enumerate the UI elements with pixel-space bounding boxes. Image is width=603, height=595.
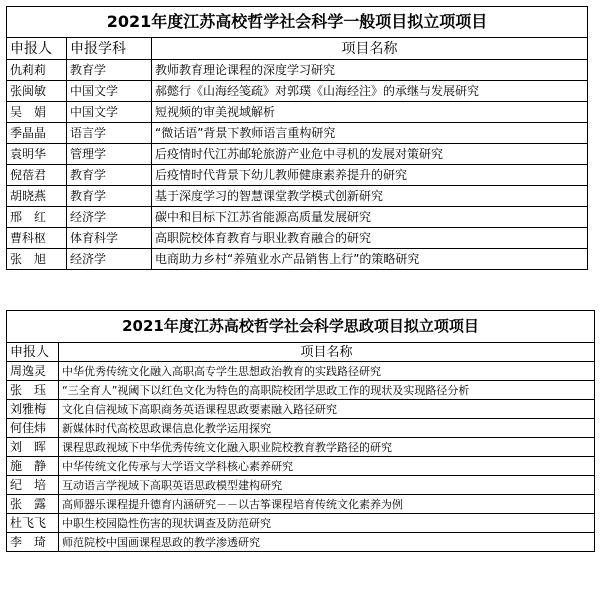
general-projects-table [6, 6, 588, 270]
table-row [7, 207, 588, 228]
discipline-cell: 经济学 [67, 207, 152, 228]
table-row [7, 123, 588, 144]
applicant-cell: 李 琦 [7, 533, 59, 552]
discipline-cell: 管理学 [67, 144, 152, 165]
applicant-cell: 仇莉莉 [7, 60, 67, 81]
table-row [7, 144, 588, 165]
table-row [7, 60, 588, 81]
applicant-cell: 邢 红 [7, 207, 67, 228]
applicant-cell: 何佳炜 [7, 419, 59, 438]
applicant-cell: 纪 培 [7, 476, 59, 495]
table-row [7, 165, 588, 186]
applicant-cell: 张 旭 [7, 249, 67, 270]
table-row [7, 419, 595, 438]
table-row [7, 533, 595, 552]
column-header-applicant: 申报人 [7, 38, 67, 60]
column-header-project-name: 项目名称 [59, 343, 595, 362]
table-row [7, 102, 588, 123]
applicant-cell: 张闽敏 [7, 81, 67, 102]
discipline-cell: 中国文学 [67, 81, 152, 102]
table-title: 2021年度江苏高校哲学社会科学一般项目拟立项项目 [7, 7, 588, 38]
project-name-cell: “微话语”背景下教师语言重构研究 [152, 123, 588, 144]
table-row [7, 476, 595, 495]
table-row [7, 362, 595, 381]
project-name-cell: 短视频的审美视域解析 [152, 102, 588, 123]
project-name-cell: 文化自信视域下高职商务英语课程思政要素融入路径研究 [59, 400, 595, 419]
applicant-cell: 倪蓓君 [7, 165, 67, 186]
applicant-cell: 刘 晖 [7, 438, 59, 457]
project-name-cell: 中华传统文化传承与大学语文学科核心素养研究 [59, 457, 595, 476]
applicant-cell: 杜飞飞 [7, 514, 59, 533]
project-name-cell: 碳中和目标下江苏省能源高质量发展研究 [152, 207, 588, 228]
column-header-discipline: 申报学科 [67, 38, 152, 60]
table-row [7, 228, 588, 249]
column-header-project-name: 项目名称 [152, 38, 588, 60]
project-name-cell: 教师教育理论课程的深度学习研究 [152, 60, 588, 81]
project-name-cell: 中华优秀传统文化融入高职高专学生思想政治教育的实践路径研究 [59, 362, 595, 381]
table-row [7, 81, 588, 102]
project-name-cell: 后疫情时代背景下幼儿教师健康素养提升的研究 [152, 165, 588, 186]
discipline-cell: 体育科学 [67, 228, 152, 249]
discipline-cell: 教育学 [67, 165, 152, 186]
project-name-cell: 后疫情时代江苏邮轮旅游产业危中寻机的发展对策研究 [152, 144, 588, 165]
table-row [7, 495, 595, 514]
project-name-cell: 互动语言学视域下高职英语思政模型建构研究 [59, 476, 595, 495]
applicant-cell: 季晶晶 [7, 123, 67, 144]
table-row [7, 438, 595, 457]
table-row [7, 249, 588, 270]
project-name-cell: 课程思政视域下中华优秀传统文化融入职业院校教育教学路径的研究 [59, 438, 595, 457]
applicant-cell: 吴 娟 [7, 102, 67, 123]
project-name-cell: 电商助力乡村“养殖业水产品销售上行”的策略研究 [152, 249, 588, 270]
project-name-cell: 中职生校园隐性伤害的现状调查及防范研究 [59, 514, 595, 533]
table-row [7, 186, 588, 207]
applicant-cell: 曹科枢 [7, 228, 67, 249]
project-name-cell: “三全育人”视阈下以红色文化为特色的高职院校团学思政工作的现状及实现路径分析 [59, 381, 595, 400]
table-row [7, 400, 595, 419]
applicant-cell: 刘雅梅 [7, 400, 59, 419]
applicant-cell: 周逸灵 [7, 362, 59, 381]
discipline-cell: 教育学 [67, 60, 152, 81]
table-row [7, 514, 595, 533]
project-name-cell: 师范院校中国画课程思政的教学渗透研究 [59, 533, 595, 552]
project-name-cell: 高师器乐课程提升德育内涵研究－－以古筝课程培育传统文化素养为例 [59, 495, 595, 514]
applicant-cell: 袁明华 [7, 144, 67, 165]
discipline-cell: 语言学 [67, 123, 152, 144]
project-name-cell: 基于深度学习的智慧课堂教学模式创新研究 [152, 186, 588, 207]
table-title: 2021年度江苏高校哲学社会科学思政项目拟立项项目 [7, 311, 595, 343]
column-header-applicant: 申报人 [7, 343, 59, 362]
project-name-cell: 高职院校体育教育与职业教育融合的研究 [152, 228, 588, 249]
table-row [7, 381, 595, 400]
project-name-cell: 郝懿行《山海经笺疏》对郭璞《山海经注》的承继与发展研究 [152, 81, 588, 102]
applicant-cell: 胡晓燕 [7, 186, 67, 207]
discipline-cell: 经济学 [67, 249, 152, 270]
table-row [7, 457, 595, 476]
discipline-cell: 中国文学 [67, 102, 152, 123]
applicant-cell: 施 静 [7, 457, 59, 476]
project-name-cell: 新媒体时代高校思政课信息化教学运用探究 [59, 419, 595, 438]
discipline-cell: 教育学 [67, 186, 152, 207]
applicant-cell: 张 珏 [7, 381, 59, 400]
ideological-projects-table [6, 310, 595, 552]
applicant-cell: 张 露 [7, 495, 59, 514]
